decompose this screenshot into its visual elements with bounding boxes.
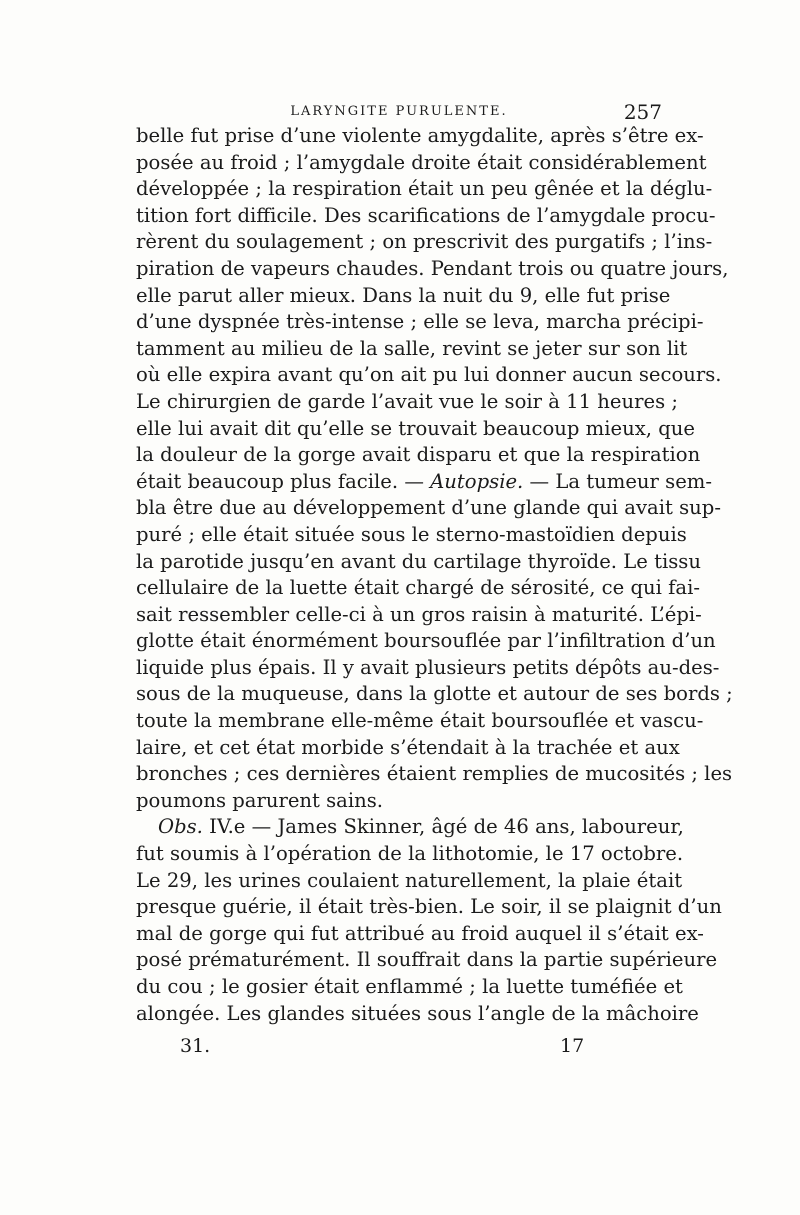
- text-line: toute la membrane elle-même était boursouflée et vascu-: [136, 709, 704, 733]
- text-line: glotte était énormément boursouflée par l’infiltration d’un: [136, 629, 716, 653]
- text-line: puré ; elle était située sous le sterno-mastoïdien depuis: [136, 522, 687, 546]
- text-line: tition fort difficile. Des scarifications de l’amygdale procu-: [136, 203, 716, 227]
- page-number: 257: [623, 100, 662, 124]
- text-segment: — La tumeur sem-: [523, 469, 713, 493]
- text-line: tamment au milieu de la salle, revint se jeter sur son lit: [136, 336, 688, 360]
- text-line: fut soumis à l’opération de la lithotomie, le 17 octobre.: [136, 842, 684, 866]
- text-line: presque guérie, il était très-bien. Le soir, il se plaignit d’un: [136, 895, 722, 919]
- text-line: belle fut prise d’une violente amygdalite, après s’être ex-: [136, 124, 704, 147]
- text-line: alongée. Les glandes situées sous l’angle de la mâchoire: [136, 1001, 699, 1025]
- text-line: Le 29, les urines coulaient naturellement, la plaie était: [136, 868, 683, 892]
- text-line: posé prématurément. Il souffrait dans la partie supérieure: [136, 948, 718, 972]
- text-line-autopsie: [136, 469, 713, 496]
- text-line: laire, et cet état morbide s’étendait à la trachée et aux: [136, 735, 680, 759]
- text-line: bla être due au développement d’une glande qui avait sup-: [136, 496, 721, 520]
- text-line: du cou ; le gosier était enflammé ; la luette tuméfiée et: [136, 975, 683, 998]
- text-segment: était beaucoup plus facile. —: [136, 469, 431, 493]
- running-head: [136, 100, 662, 124]
- text-line: elle lui avait dit qu’elle se trouvait beaucoup mieux, que: [136, 416, 695, 440]
- text-line: rèrent du soulagement ; on prescrivit des purgatifs ; l’ins-: [136, 230, 713, 254]
- text-line: où elle expira avant qu’on ait pu lui donner aucun secours.: [136, 363, 722, 387]
- text-line: cellulaire de la luette était chargé de sérosité, ce qui fai-: [136, 576, 700, 600]
- signature-footer: [180, 1035, 600, 1061]
- text-line: sait ressembler celle-ci à un gros raisin à maturité. L’épi-: [136, 602, 702, 626]
- body-text: [136, 123, 733, 1027]
- signature-mark-left: 31.: [180, 1035, 211, 1057]
- obs-heading: Obs.: [158, 815, 203, 839]
- text-line: mal de gorge qui fut attribué au froid auquel il s’était ex-: [136, 921, 704, 945]
- text-line: bronches ; ces dernières étaient remplies de mucosités ; les: [136, 762, 733, 786]
- text-line: elle parut aller mieux. Dans la nuit du 9, elle fut prise: [136, 283, 671, 307]
- text-line: sous de la muqueuse, dans la glotte et autour de ses bords ;: [136, 682, 733, 706]
- text-line: liquide plus épais. Il y avait plusieurs petits dépôts au-des-: [136, 655, 720, 679]
- text-line: piration de vapeurs chaudes. Pendant trois ou quatre jours,: [136, 256, 729, 280]
- running-title: LARYNGITE PURULENTE.: [290, 104, 508, 119]
- text-line: Le chirurgien de garde l’avait vue le soir à 11 heures ;: [136, 389, 678, 413]
- text-line: développée ; la respiration était un peu gênée et la déglu-: [136, 177, 713, 201]
- text-line: d’une dyspnée très-intense ; elle se leva, marcha précipi-: [136, 310, 704, 334]
- text-line-paragraph-end: poumons parurent sains.: [136, 788, 384, 812]
- autopsie-heading: Autopsie.: [430, 469, 524, 493]
- signature-mark-right: 17: [560, 1035, 585, 1057]
- text-line-observation-start: [136, 814, 684, 841]
- text-segment: IV.e — James Skinner, âgé de 46 ans, laboureur,: [202, 815, 684, 839]
- text-line: la douleur de la gorge avait disparu et que la respiration: [136, 443, 701, 467]
- text-line: posée au froid ; l’amygdale droite était considérablement: [136, 150, 707, 174]
- text-line: la parotide jusqu’en avant du cartilage thyroïde. Le tissu: [136, 549, 701, 573]
